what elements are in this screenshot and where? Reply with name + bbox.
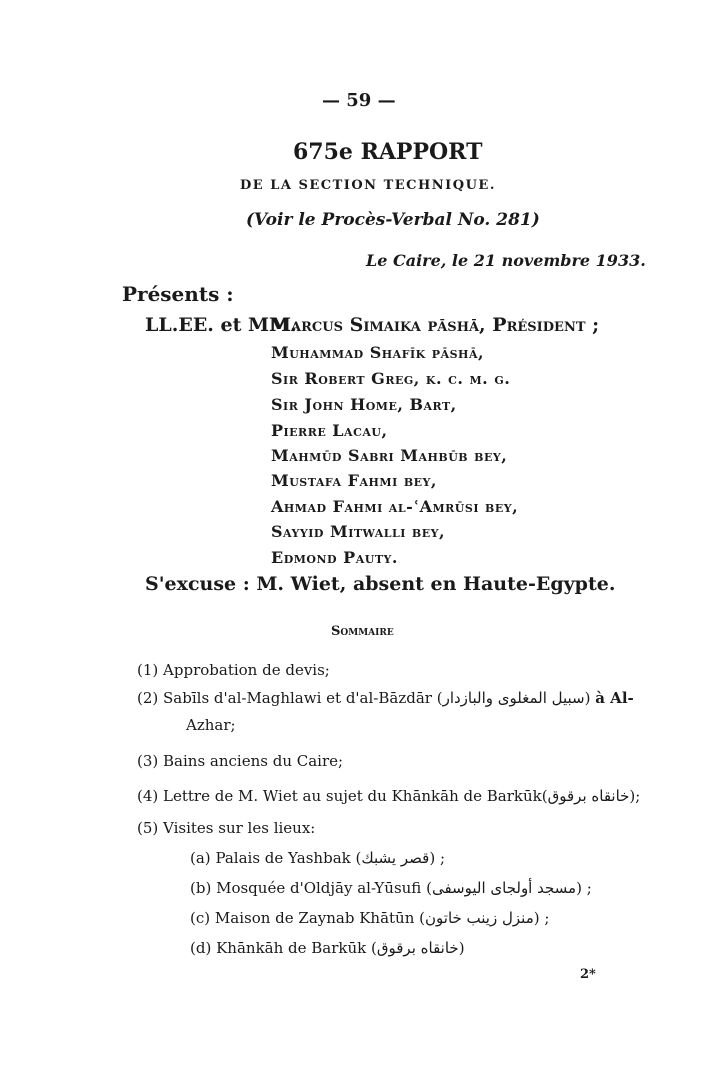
item-text: Visites sur les lieux: [163,819,316,837]
item-number: (1) [137,661,159,679]
sub-list-item: (a) Palais de Yashbak (قصر يشبك) ; [190,849,445,867]
item-text: Maison de Zaynab Khātūn [214,909,415,927]
item-text: Sabīls d'al-Maghlawi et d'al-Bāzdār [163,689,432,707]
item-number: (c) [190,909,211,927]
item-number: (d) [190,939,212,957]
sub-list-item: (b) Mosquée d'Oldjāy al-Yūsufi (مسجد أولجاى اليوسفى) ; [190,879,592,897]
member-name: Muhammad Shafīk pāshā, [271,343,485,362]
list-item [137,819,315,837]
item-text: Lettre de M. Wiet au sujet du Khānkāh de Barkūk [163,787,542,805]
member-name: Sir Robert Greg, k. c. m. g. [271,369,511,388]
member-name: Mahmūd Sabri Mahbūb bey, [271,446,508,465]
item-number: (3) [137,752,159,770]
signature-mark: 2* [580,967,596,982]
sommaire-heading: Sommaire [331,624,394,639]
item-number: (5) [137,819,159,837]
arabic-text: خانقاه برقوق [547,787,630,805]
list-item [137,661,330,679]
report-title: 675e RAPPORT [293,139,483,165]
list-item: (4) Lettre de M. Wiet au sujet du Khānkāh de Barkūk(خانقاه برقوق); [137,787,641,805]
member-name: Pierre Lacau, [271,421,388,440]
item-text-after: ; [635,787,641,805]
list-item [137,752,343,770]
arabic-text: سبيل المغلوى والبازدار [442,689,585,707]
member-name: Mustafa Fahmi bey, [271,471,437,490]
item-text: Palais de Yashbak [215,849,351,867]
list-item-continuation: Azhar; [186,716,236,734]
page-number: — 59 — [322,90,396,111]
member-name: Sir John Home, Bart, [271,395,457,414]
item-text: Bains anciens du Caire; [163,752,344,770]
item-text-after: ; [544,909,550,927]
member-name: Marcus Simaika pāshā, Président ; [270,314,600,336]
report-date: Le Caire, le 21 novembre 1933. [366,251,646,270]
item-number: (a) [190,849,211,867]
members-label: LL.EE. et MM. [145,314,297,336]
item-text: Khānkāh de Barkūk [216,939,367,957]
member-name: Ahmad Fahmi al-ʿAmrūsi bey, [271,497,519,516]
list-item: (2) Sabīls d'al-Maghlawi et d'al-Bāzdār (سبيل المغلوى والبازدار) à Al- [137,689,634,707]
member-name: Edmond Pauty. [271,548,398,567]
item-text-after: à Al- [595,689,634,707]
item-number: (2) [137,689,159,707]
section-heading: DE LA SECTION TECHNIQUE. [240,178,496,193]
item-text: Mosquée d'Oldjāy al-Yūsufi [216,879,422,897]
sub-list-item: (d) Khānkāh de Barkūk (خانقاه برقوق) [190,939,465,957]
arabic-text: منزل زينب خاتون [425,909,534,927]
item-text-after: ; [439,849,445,867]
item-text: Approbation de devis; [163,661,330,679]
presents-label: Présents : [122,282,234,306]
item-number: (b) [190,879,212,897]
proces-verbal-reference: (Voir le Procès-Verbal No. 281) [246,210,540,230]
item-number: (4) [137,787,159,805]
arabic-text: قصر يشبك [361,849,430,867]
member-name: Sayyid Mitwalli bey, [271,522,446,541]
excuse-line: S'excuse : M. Wiet, absent en Haute-Egypte. [145,573,616,595]
arabic-text: مسجد أولجاى اليوسفى [431,879,577,897]
arabic-text: خانقاه برقوق [376,939,459,957]
item-text-after: ; [586,879,592,897]
sub-list-item: (c) Maison de Zaynab Khātūn (منزل زينب خاتون) ; [190,909,550,927]
